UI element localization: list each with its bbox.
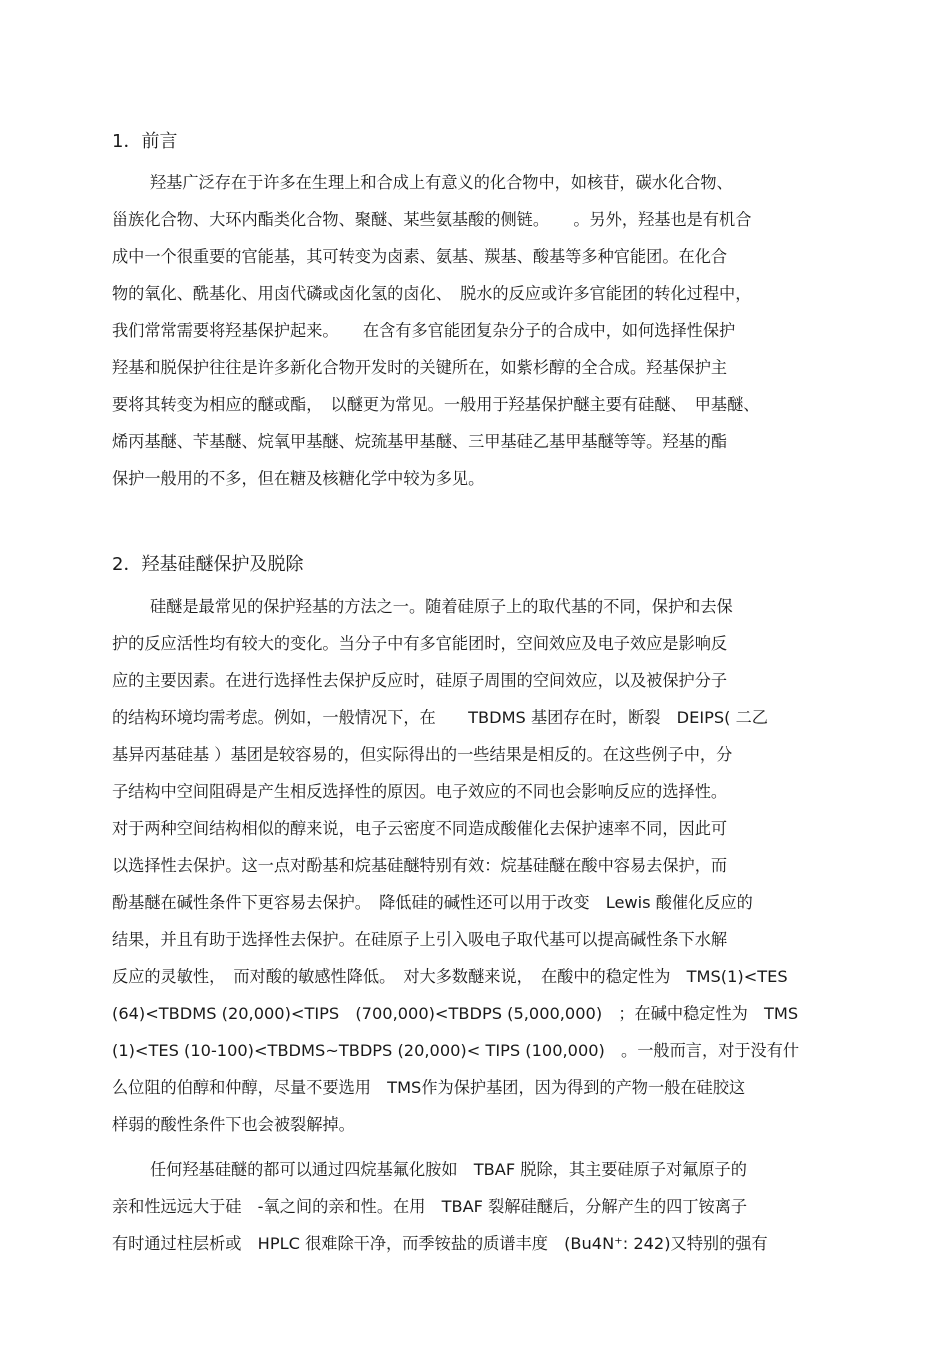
paragraph-line: 的结构环境均需考虑。例如，一般情况下，在 TBDMS 基团存在时，断裂 DEIPS( 二乙	[112, 708, 768, 727]
paragraph-line: (64)<TBDMS (20,000)<TIPS (700,000)<TBDPS (5,000,000) ；在碱中稳定性为 TMS	[112, 1004, 799, 1023]
paragraph-line: 任何羟基硅醚的都可以通过四烷基氟化胺如 TBAF 脱除，其主要硅原子对氟原子的	[150, 1160, 747, 1179]
paragraph-line: 结果，并且有助于选择性去保护。在硅原子上引入吸电子取代基可以提高碱性条下水解	[112, 930, 728, 949]
paragraph-line: 样弱的酸性条件下也会被裂解掉。	[112, 1115, 355, 1134]
paragraph-line: 要将其转变为相应的醚或酯， 以醚更为常见。一般用于羟基保护醚主要有硅醚、 甲基醚、	[112, 395, 760, 414]
paragraph-line: 物的氧化、酰基化、用卤代磷或卤化氢的卤化、 脱水的反应或许多官能团的转化过程中，	[112, 284, 752, 303]
paragraph-line: 亲和性远远大于硅 -氧之间的亲和性。在用 TBAF 裂解硅醚后，分解产生的四丁铵离子	[112, 1197, 748, 1216]
paragraph-line: 对于两种空间结构相似的醇来说，电子云密度不同造成酸催化去保护速率不同，因此可	[112, 819, 728, 838]
paragraph-line: 硅醚是最常见的保护羟基的方法之一。随着硅原子上的取代基的不同，保护和去保	[150, 597, 733, 616]
paragraph-line: 应的主要因素。在进行选择性去保护反应时，硅原子周围的空间效应，以及被保护分子	[112, 671, 728, 690]
paragraph-line: 有时通过柱层析或 HPLC 很难除干净，而季铵盐的质谱丰度 (Bu4N⁺: 242)又特别的强有	[112, 1234, 768, 1253]
paragraph-line: 反应的灵敏性， 而对酸的敏感性降低。 对大多数醚来说， 在酸中的稳定性为 TMS(1)<TES	[112, 967, 788, 986]
paragraph-line: 成中一个很重要的官能基，其可转变为卤素、氨基、羰基、酸基等多种官能团。在化合	[112, 247, 728, 266]
section-heading-intro: 1．前言	[112, 131, 178, 152]
paragraph-line: 羟基和脱保护往往是许多新化合物开发时的关键所在，如紫杉醇的全合成。羟基保护主	[112, 358, 728, 377]
paragraph-line: 我们常常需要将羟基保护起来。 在含有多官能团复杂分子的合成中，如何选择性保护	[112, 321, 736, 340]
paragraph-line: 以选择性去保护。这一点对酚基和烷基硅醚特别有效：烷基硅醚在酸中容易去保护，而	[112, 856, 728, 875]
paragraph-line: 子结构中空间阻碍是产生相反选择性的原因。电子效应的不同也会影响反应的选择性。	[112, 782, 728, 801]
paragraph-line: 酚基醚在碱性条件下更容易去保护。 降低硅的碱性还可以用于改变 Lewis 酸催化反应的	[112, 893, 753, 912]
paragraph-line: 羟基广泛存在于许多在生理上和合成上有意义的化合物中，如核苷，碳水化合物、	[150, 173, 733, 192]
paragraph-line: 基异丙基硅基 ）基团是较容易的，但实际得出的一些结果是相反的。在这些例子中，分	[112, 745, 733, 764]
paragraph-line: 甾族化合物、大环内酯类化合物、聚醚、某些氨基酸的侧链。 。另外，羟基也是有机合	[112, 210, 752, 229]
paragraph-line: 烯丙基醚、苄基醚、烷氧甲基醚、烷巯基甲基醚、三甲基硅乙基甲基醚等等。羟基的酯	[112, 432, 728, 451]
paragraph-line: 么位阻的伯醇和仲醇，尽量不要选用 TMS作为保护基团，因为得到的产物一般在硅胶这	[112, 1078, 746, 1097]
paragraph-line: 保护一般用的不多，但在糖及核糖化学中较为多见。	[112, 469, 485, 488]
paragraph-line: (1)<TES (10-100)<TBDMS~TBDPS (20,000)< TIPS (100,000) 。一般而言，对于没有什	[112, 1041, 800, 1060]
section-heading-silyl-ether: 2．羟基硅醚保护及脱除	[112, 554, 304, 575]
paragraph-line: 护的反应活性均有较大的变化。当分子中有多官能团时，空间效应及电子效应是影响反	[112, 634, 728, 653]
